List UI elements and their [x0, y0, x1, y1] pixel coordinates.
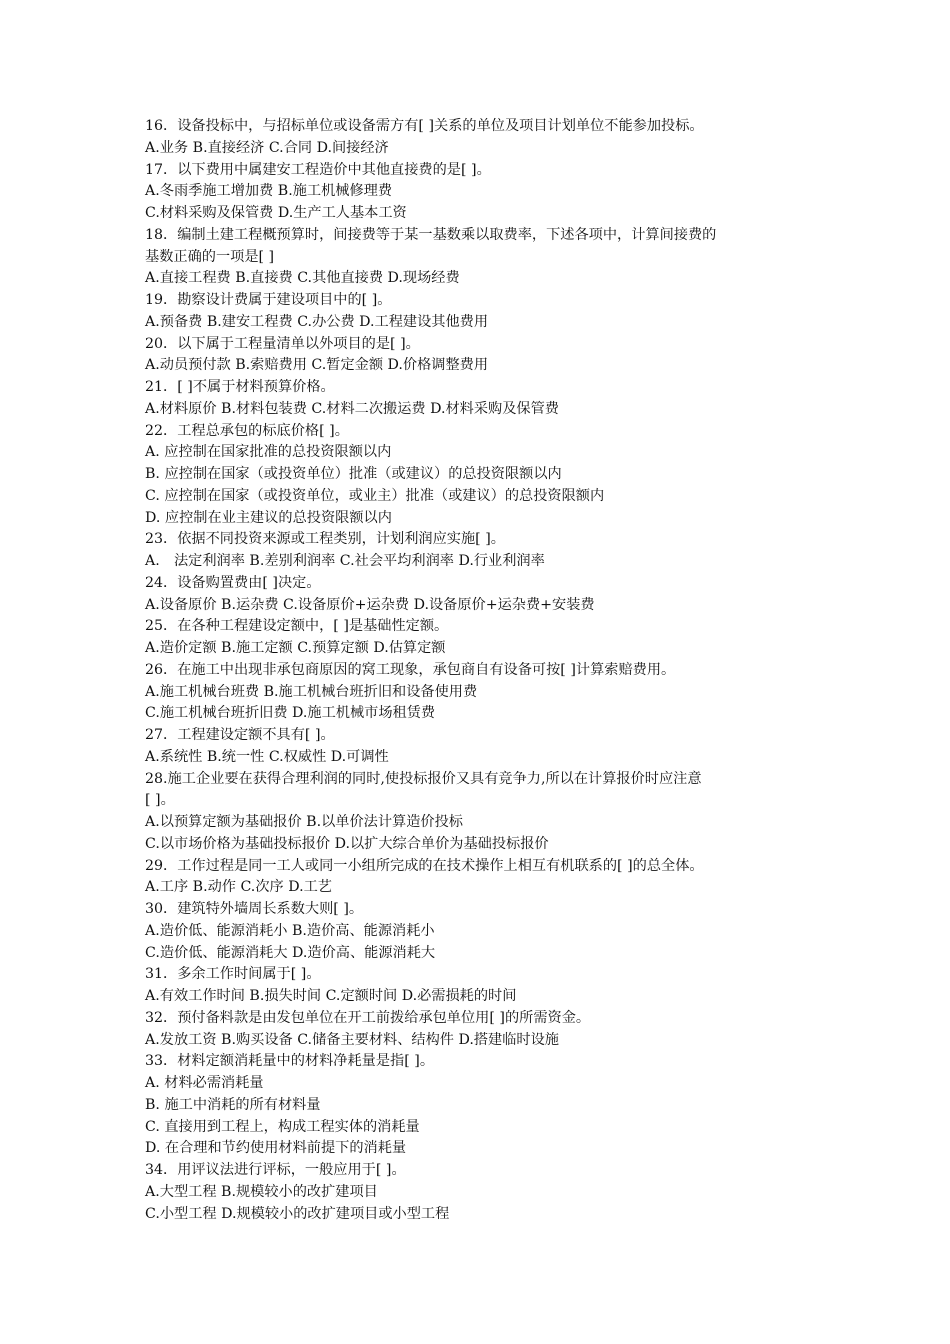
question-16-stem: 16．设备投标中，与招标单位或设备需方有[ ]关系的单位及项目计划单位不能参加投标。: [145, 118, 704, 134]
question-19-stem: 19．勘察设计费属于建设项目中的[ ]。: [145, 292, 392, 308]
question-20-options: A.动员预付款 B.索赔费用 C.暂定金额 D.价格调整费用: [145, 357, 489, 374]
question-22-option-d: D. 应控制在业主建议的总投资限额以内: [145, 509, 392, 526]
question-24-options: A.设备原价 B.运杂费 C.设备原价+运杂费 D.设备原价+运杂费+安装费: [145, 596, 595, 613]
question-23-options: A. 法定利润率 B.差别利润率 C.社会平均利润率 D.行业利润率: [145, 553, 545, 569]
question-27-stem: 27．工程建设定额不具有[ ]。: [145, 727, 335, 743]
question-31-options: A.有效工作时间 B.损失时间 C.定额时间 D.必需损耗的时间: [145, 988, 517, 1004]
question-21-options: A.材料原价 B.材料包装费 C.材料二次搬运费 D.材料采购及保管费: [145, 400, 559, 417]
question-20-stem: 20．以下属于工程量清单以外项目的是[ ]。: [145, 335, 420, 352]
question-30-stem: 30．建筑特外墙周长系数大则[ ]。: [145, 901, 364, 917]
question-33-option-d: D. 在合理和节约使用材料前提下的消耗量: [145, 1140, 407, 1157]
question-34-options-ab: A.大型工程 B.规模较小的改扩建项目: [145, 1183, 378, 1200]
question-28-stem-line1: 28.施工企业要在获得合理利润的同时,使投标报价又具有竞争力,所以在计算报价时应注意: [145, 770, 702, 787]
question-17-options-ab: A.冬雨季施工增加费 B.施工机械修理费: [145, 183, 393, 200]
question-18-options: A.直接工程费 B.直接费 C.其他直接费 D.现场经费: [145, 270, 460, 287]
question-19-options: A.预备费 B.建安工程费 C.办公费 D.工程建设其他费用: [145, 313, 489, 330]
question-26-stem: 26．在施工中出现非承包商原因的窝工现象，承包商自有设备可按[ ]计算索赔费用。: [145, 661, 676, 678]
question-21-stem: 21．[ ]不属于材料预算价格。: [145, 379, 335, 395]
question-24-stem: 24．设备购置费由[ ]决定。: [145, 574, 321, 591]
question-17-stem: 17．以下费用中属建安工程造价中其他直接费的是[ ]。: [145, 161, 491, 178]
question-33-stem: 33．材料定额消耗量中的材料净耗量是指[ ]。: [145, 1053, 435, 1070]
question-28-options-cd: C.以市场价格为基础投标报价 D.以扩大综合单价为基础投标报价: [145, 835, 549, 852]
question-22-stem: 22．工程总承包的标底价格[ ]。: [145, 422, 349, 439]
question-34-options-cd: C.小型工程 D.规模较小的改扩建项目或小型工程: [145, 1205, 450, 1222]
question-33-option-b: B. 施工中消耗的所有材料量: [145, 1096, 321, 1113]
question-23-stem: 23．依据不同投资来源或工程类别，计划利润应实施[ ]。: [145, 531, 505, 548]
question-31-stem: 31．多余工作时间属于[ ]。: [145, 966, 321, 983]
question-22-option-c: C. 应控制在国家（或投资单位，或业主）批准（或建议）的总投资限额内: [145, 487, 605, 504]
question-25-stem: 25．在各种工程建设定额中，[ ]是基础性定额。: [145, 618, 449, 635]
question-28-options-ab: A.以预算定额为基础报价 B.以单价法计算造价投标: [145, 814, 463, 830]
question-28-stem-line2: [ ]。: [145, 792, 175, 809]
question-22-option-a: A. 应控制在国家批准的总投资限额以内: [145, 444, 392, 461]
question-32-options: A.发放工资 B.购买设备 C.储备主要材料、结构件 D.搭建临时设施: [145, 1031, 559, 1048]
question-26-options-ab: A.施工机械台班费 B.施工机械台班折旧和设备使用费: [145, 683, 478, 700]
question-32-stem: 32．预付备料款是由发包单位在开工前拨给承包单位用[ ]的所需资金。: [145, 1009, 591, 1026]
question-29-options: A.工序 B.动作 C.次序 D.工艺: [145, 879, 332, 896]
question-29-stem: 29．工作过程是同一工人或同一小组所完成的在技术操作上相互有机联系的[ ]的总全体。: [145, 857, 704, 874]
question-25-options: A.造价定额 B.施工定额 C.预算定额 D.估算定额: [145, 640, 446, 656]
question-16-options: A.业务 B.直接经济 C.合同 D.间接经济: [145, 139, 389, 156]
question-17-options-cd: C.材料采购及保管费 D.生产工人基本工资: [145, 205, 407, 221]
question-27-options: A.系统性 B.统一性 C.权威性 D.可调性: [145, 748, 389, 765]
document-page: [145, 116, 825, 1225]
question-30-options-cd: C.造价低、能源消耗大 D.造价高、能源消耗大: [145, 944, 436, 961]
question-18-stem-line1: 18．编制土建工程概预算时，间接费等于某一基数乘以取费率，下述各项中，计算间接费的: [145, 226, 717, 243]
question-30-options-ab: A.造价低、能源消耗小 B.造价高、能源消耗小: [145, 922, 435, 939]
question-34-stem: 34．用评议法进行评标，一般应用于[ ]。: [145, 1162, 406, 1178]
question-33-option-a: A. 材料必需消耗量: [145, 1075, 264, 1091]
question-26-options-cd: C.施工机械台班折旧费 D.施工机械市场租赁费: [145, 705, 436, 722]
question-33-option-c: C. 直接用到工程上，构成工程实体的消耗量: [145, 1118, 420, 1135]
question-18-stem-line2: 基数正确的一项是[ ]: [145, 248, 275, 265]
question-22-option-b: B. 应控制在国家（或投资单位）批准（或建议）的总投资限额以内: [145, 466, 562, 482]
